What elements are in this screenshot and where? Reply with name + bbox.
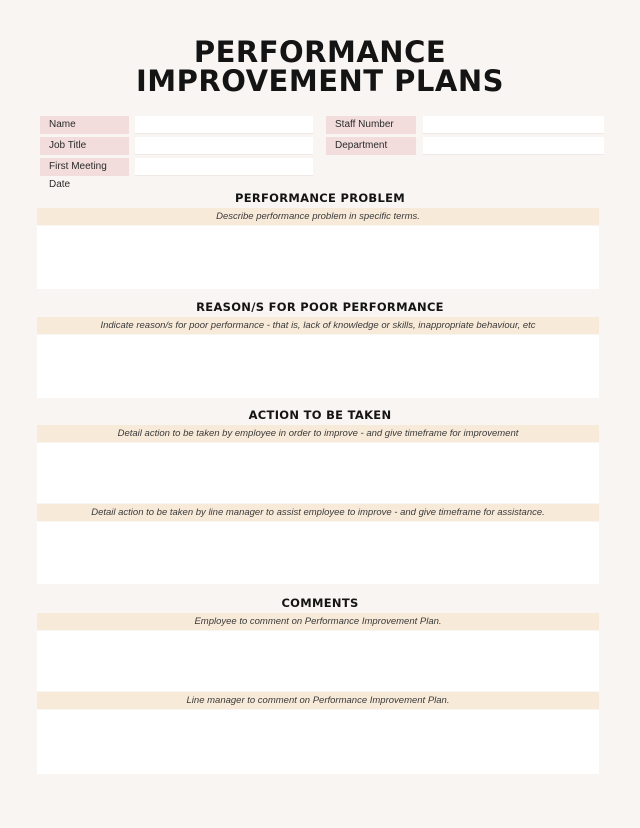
performance-problem-textarea[interactable] <box>37 226 599 289</box>
title-line-2: IMPROVEMENT PLANS <box>135 64 504 98</box>
reasons-prompt: Indicate reason/s for poor performance - that is, lack of knowledge or skills, inappropriate behaviour, etc <box>37 317 599 334</box>
action-employee-textarea[interactable] <box>37 443 599 503</box>
action-employee-prompt: Detail action to be taken by employee in order to improve - and give timeframe for improvement <box>37 425 599 442</box>
title-line-1: PERFORMANCE <box>193 35 447 69</box>
staff-number-label: Staff Number <box>326 116 416 134</box>
first-meeting-date-label: First Meeting Date <box>40 158 129 176</box>
page-title <box>0 35 640 98</box>
employee-comment-prompt: Employee to comment on Performance Improvement Plan. <box>37 613 599 630</box>
job-title-label: Job Title <box>40 137 129 155</box>
name-field[interactable] <box>135 116 313 134</box>
department-field[interactable] <box>423 137 604 155</box>
staff-number-field[interactable] <box>423 116 604 134</box>
reasons-textarea[interactable] <box>37 335 599 398</box>
reasons-heading: REASON/S FOR POOR PERFORMANCE <box>196 300 444 314</box>
info-row-2 <box>40 137 604 155</box>
action-manager-textarea[interactable] <box>37 522 599 584</box>
performance-problem-prompt: Describe performance problem in specific terms. <box>37 208 599 225</box>
info-row-1 <box>40 116 604 134</box>
name-label: Name <box>40 116 129 134</box>
info-row-3 <box>40 158 604 190</box>
manager-comment-prompt: Line manager to comment on Performance Improvement Plan. <box>37 692 599 709</box>
action-manager-prompt: Detail action to be taken by line manager to assist employee to improve - and give timeframe for assistance. <box>37 504 599 521</box>
department-label: Department <box>326 137 416 155</box>
employee-comment-textarea[interactable] <box>37 631 599 691</box>
first-meeting-date-field[interactable] <box>135 158 313 176</box>
performance-problem-heading: PERFORMANCE PROBLEM <box>234 191 406 205</box>
action-heading: ACTION TO BE TAKEN <box>248 408 392 422</box>
job-title-field[interactable] <box>135 137 313 155</box>
manager-comment-textarea[interactable] <box>37 710 599 774</box>
comments-heading: COMMENTS <box>281 596 359 610</box>
